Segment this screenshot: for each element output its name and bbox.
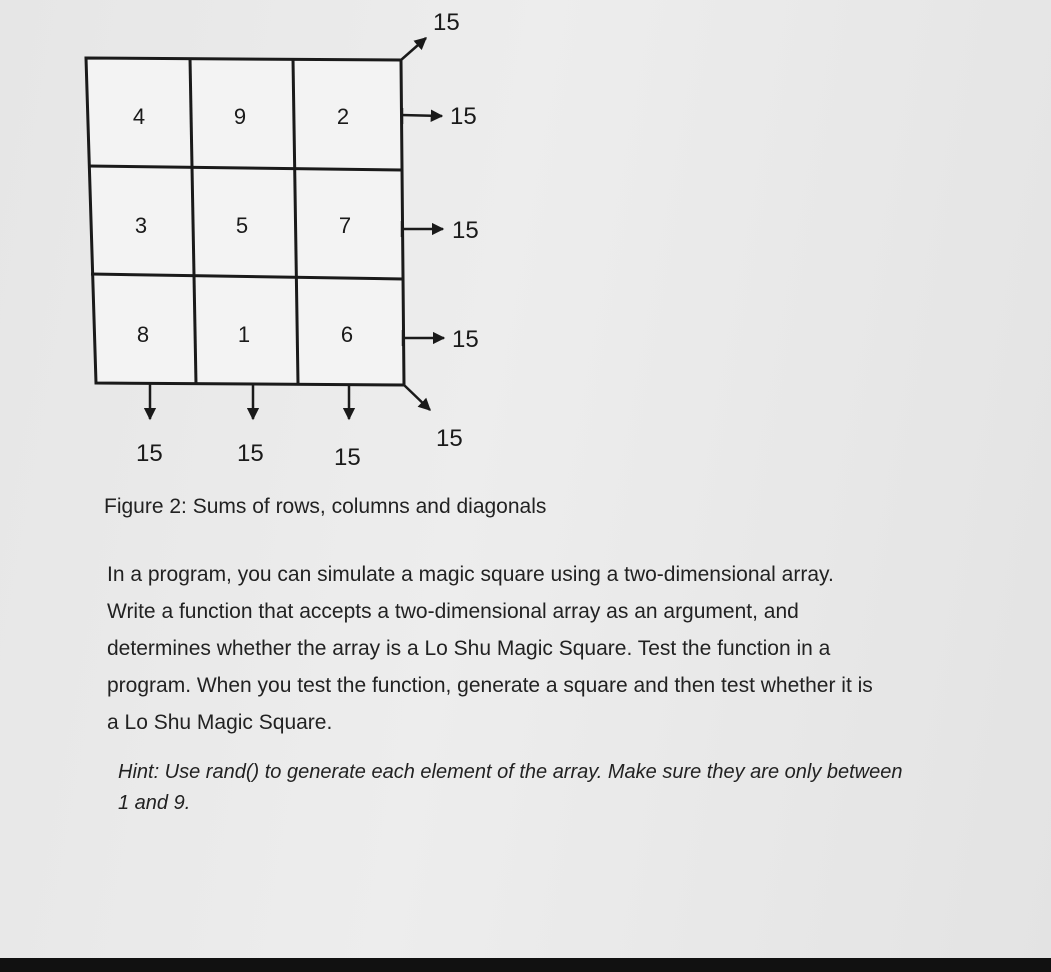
row-3-sum: 15 (452, 326, 479, 353)
grid-cell-r3-c1: 8 (136, 322, 150, 347)
row-1-sum: 15 (450, 103, 477, 130)
diagonal-top-sum: 15 (433, 9, 460, 36)
grid-cell-r2-c1: 3 (134, 213, 148, 238)
hint-line: 1 and 9. (118, 792, 191, 814)
grid-cell-r3-c3: 6 (340, 322, 354, 347)
figure-caption: Figure 2: Sums of rows, columns and diagonals (104, 495, 547, 518)
grid-cell-r1-c2: 9 (233, 104, 247, 129)
grid-cell-r2-c3: 7 (338, 213, 352, 238)
grid-cell-r2-c2: 5 (235, 213, 249, 238)
col-2-sum: 15 (237, 440, 264, 467)
problem-description (107, 556, 1007, 741)
col-3-sum: 15 (334, 444, 361, 471)
row-1-arrow (401, 115, 442, 116)
hint-line: Hint: Use rand() to generate each element of the array. Make sure they are only between (118, 761, 903, 783)
grid-cell-r3-c2: 1 (237, 322, 251, 347)
diagonal-bottom-arrow (404, 385, 430, 410)
grid-cell-r1-c1: 4 (132, 104, 146, 129)
magic-square-figure (0, 0, 1051, 480)
diagonal-bottom-sum: 15 (436, 425, 463, 452)
paragraph-line: determines whether the array is a Lo Shu Magic Square. Test the function in a (107, 637, 831, 660)
grid-cell-r1-c3: 2 (336, 104, 350, 129)
screen-bottom-edge (0, 958, 1051, 972)
paragraph-line: In a program, you can simulate a magic square using a two-dimensional array. (107, 563, 834, 586)
paragraph-line: program. When you test the function, generate a square and then test whether it is (107, 674, 873, 697)
row-2-sum: 15 (452, 217, 479, 244)
col-1-sum: 15 (136, 440, 163, 467)
diagonal-top-arrow (401, 38, 426, 60)
hint-text (118, 757, 1018, 819)
paragraph-line: Write a function that accepts a two-dimensional array as an argument, and (107, 600, 799, 623)
paragraph-line: a Lo Shu Magic Square. (107, 711, 333, 734)
